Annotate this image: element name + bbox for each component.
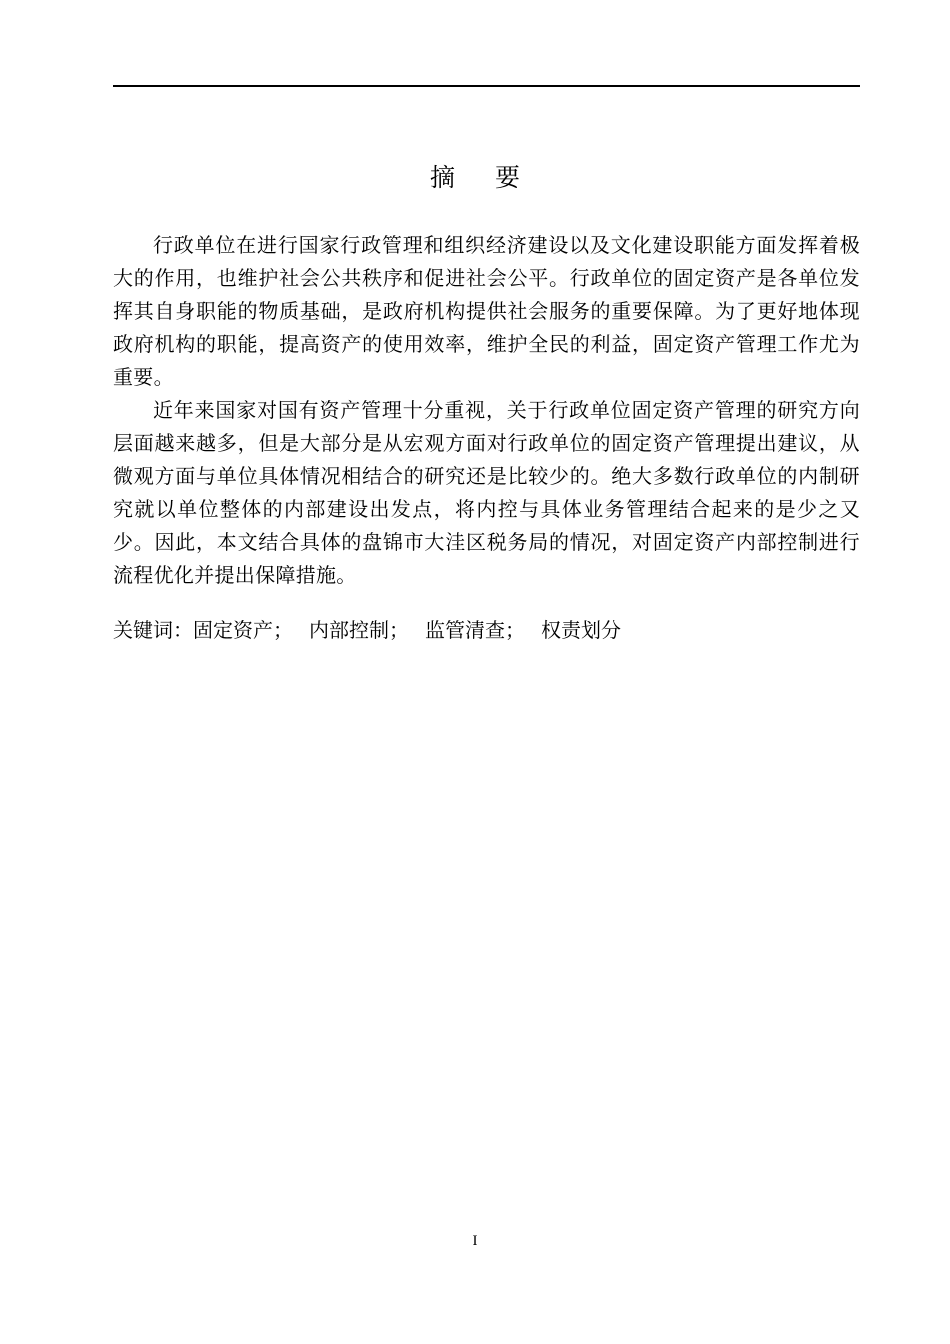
keyword-item: 监管清查；: [425, 618, 525, 642]
abstract-body: [113, 229, 860, 592]
keywords-line: [113, 614, 860, 647]
abstract-paragraph-2: 近年来国家对国有资产管理十分重视，关于行政单位固定资产管理的研究方向层面越来越多，但是大部分是从宏观方面对行政单位的固定资产管理提出建议，从微观方面与单位具体情况相结合的研究还是比较少的。绝大多数行政单位的内制研究就以单位整体的内部建设出发点，将内控与具体业务管理结合起来的是少之又少。因此，本文结合具体的盘锦市大洼区税务局的情况，对固定资产内部控制进行流程优化并提出保障措施。: [113, 398, 860, 587]
abstract-paragraph-1: 行政单位在进行国家行政管理和组织经济建设以及文化建设职能方面发挥着极大的作用，也维护社会公共秩序和促进社会公平。行政单位的固定资产是各单位发挥其自身职能的物质基础，是政府机构提供社会服务的重要保障。为了更好地体现政府机构的职能，提高资产的使用效率，维护全民的利益，固定资产管理工作尤为重要。: [113, 233, 860, 389]
keyword-item: 内部控制；: [309, 618, 409, 642]
keyword-item: 权责划分: [541, 618, 621, 642]
page-number: I: [472, 1233, 478, 1249]
keyword-item: 固定资产；: [193, 618, 293, 642]
header-rule: [113, 85, 860, 87]
abstract-title: 摘要: [429, 163, 560, 192]
keywords-label: 关键词：: [113, 618, 193, 642]
